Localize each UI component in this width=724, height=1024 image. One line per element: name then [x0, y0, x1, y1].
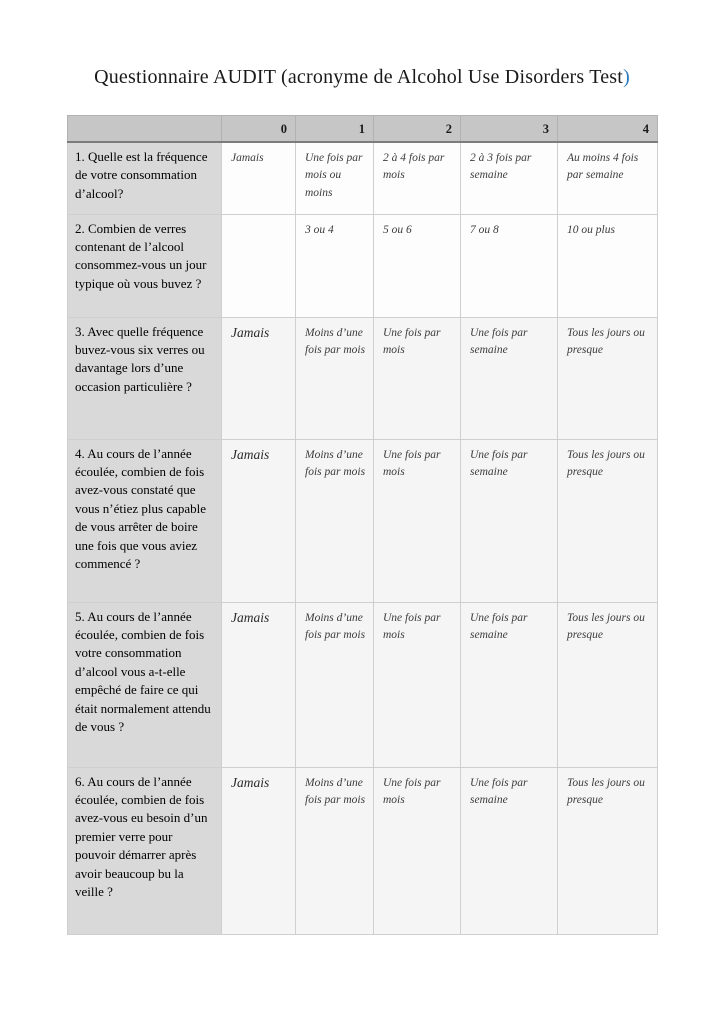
header-cell-score-3: 3	[461, 116, 558, 143]
answer-cell-score-0: Jamais	[222, 317, 296, 439]
answer-cell-score-1: Moins d’une fois par mois	[296, 439, 374, 602]
question-cell: 6. Au cours de l’année écoulée, combien de fois avez-vous eu besoin d’un premier verre pour pouvoir démarrer après avoir beaucoup bu la veille ?	[68, 767, 222, 934]
header-cell-question	[68, 116, 222, 143]
question-row-5	[68, 602, 658, 767]
answer-cell-score-0: Jamais	[222, 439, 296, 602]
answer-cell-score-4: Tous les jours ou presque	[558, 767, 658, 934]
answer-cell-score-4: Tous les jours ou presque	[558, 317, 658, 439]
answer-cell-score-3: Une fois par semaine	[461, 439, 558, 602]
answer-cell-score-2: Une fois par mois	[374, 602, 461, 767]
answer-cell-score-1: Moins d’une fois par mois	[296, 602, 374, 767]
page-title-text: Questionnaire AUDIT (acronyme de Alcohol Use Disorders Test	[94, 66, 624, 88]
question-cell: 3. Avec quelle fréquence buvez-vous six verres ou davantage lors d’une occasion particulière ?	[68, 317, 222, 439]
question-row-4	[68, 439, 658, 602]
answer-cell-score-0: Jamais	[222, 767, 296, 934]
question-row-6	[68, 767, 658, 934]
question-cell: 1. Quelle est la fréquence de votre consommation d’alcool?	[68, 142, 222, 214]
question-cell: 5. Au cours de l’année écoulée, combien de fois votre consommation d’alcool vous a-t-elle empêché de faire ce qui était normalement attendu de vous ?	[68, 602, 222, 767]
question-cell: 4. Au cours de l’année écoulée, combien de fois avez-vous constaté que vous n’étiez plus capable de vous arrêter de boire une fois que vous aviez commencé ?	[68, 439, 222, 602]
answer-cell-score-1: Moins d’une fois par mois	[296, 317, 374, 439]
answer-cell-score-3: 7 ou 8	[461, 214, 558, 317]
answer-cell-score-2: 5 ou 6	[374, 214, 461, 317]
question-row-1	[68, 142, 658, 214]
page-title-accent-paren: )	[623, 66, 630, 88]
question-row-3	[68, 317, 658, 439]
audit-questionnaire-table	[67, 115, 658, 935]
header-cell-score-1: 1	[296, 116, 374, 143]
answer-cell-score-0: Jamais	[222, 602, 296, 767]
answer-cell-score-4: Tous les jours ou presque	[558, 602, 658, 767]
answer-cell-score-3: Une fois par semaine	[461, 767, 558, 934]
answer-cell-score-2: Une fois par mois	[374, 439, 461, 602]
answer-cell-score-4: 10 ou plus	[558, 214, 658, 317]
answer-cell-score-4: Tous les jours ou presque	[558, 439, 658, 602]
header-cell-score-2: 2	[374, 116, 461, 143]
header-cell-score-0: 0	[222, 116, 296, 143]
question-cell: 2. Combien de verres contenant de l’alcool consommez-vous un jour typique où vous buvez ?	[68, 214, 222, 317]
answer-cell-score-3: Une fois par semaine	[461, 602, 558, 767]
answer-cell-score-2: Une fois par mois	[374, 317, 461, 439]
answer-cell-score-1: 3 ou 4	[296, 214, 374, 317]
header-cell-score-4: 4	[558, 116, 658, 143]
answer-cell-score-3: 2 à 3 fois par semaine	[461, 142, 558, 214]
answer-cell-score-4: Au moins 4 fois par semaine	[558, 142, 658, 214]
answer-cell-score-1: Moins d’une fois par mois	[296, 767, 374, 934]
answer-cell-score-2: Une fois par mois	[374, 767, 461, 934]
answer-cell-score-2: 2 à 4 fois par mois	[374, 142, 461, 214]
page-title	[0, 66, 724, 89]
answer-cell-score-1: Une fois par mois ou moins	[296, 142, 374, 214]
answer-cell-score-3: Une fois par semaine	[461, 317, 558, 439]
answer-cell-score-0	[222, 214, 296, 317]
question-row-2	[68, 214, 658, 317]
answer-cell-score-0: Jamais	[222, 142, 296, 214]
score-header-row	[68, 116, 658, 143]
